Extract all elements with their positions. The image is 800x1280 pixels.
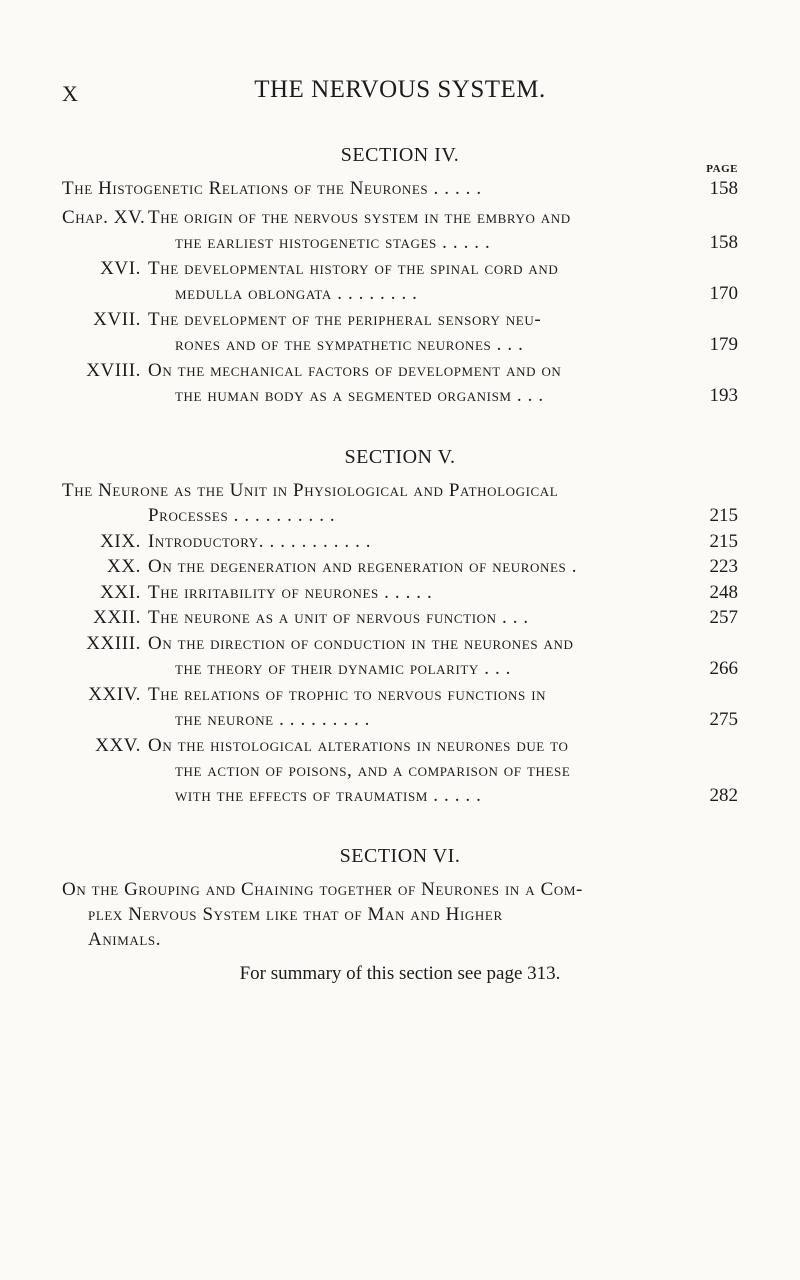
toc-entry (0, 360, 800, 382)
section-note (0, 963, 800, 985)
summary-note: For summary of this section see page 313. (239, 963, 561, 984)
chapter-title: On the direction of conduction in the neurones and (148, 633, 574, 654)
chapter-number: XVI. (100, 258, 141, 279)
chapter-number: XX. (107, 556, 141, 577)
section-heading-text-cont: plex Nervous System like that of Man and Higher (88, 904, 503, 925)
chapter-number: XXIII. (86, 633, 141, 654)
chapter-title: On the mechanical factors of development and on (148, 360, 562, 381)
section-iv-title: SECTION IV. (340, 144, 460, 166)
chapter-title-cont: medulla oblongata . . . . . . . . (175, 283, 418, 304)
toc-entry (0, 582, 800, 604)
section-heading-text: The Histogenetic Relations of the Neurones . . . . . (62, 178, 482, 199)
section-vi-heading-continuation (0, 904, 800, 926)
chapter-number: XVII. (93, 309, 141, 330)
toc-entry-continuation (0, 232, 800, 254)
chapter-title-cont: the action of poisons, and a comparison of these (175, 760, 571, 781)
section-iv-heading (0, 178, 800, 200)
chapter-number: XVIII. (86, 360, 141, 381)
section-heading-page: 215 (709, 505, 738, 526)
chapter-page: 248 (709, 582, 738, 603)
toc-entry (0, 556, 800, 578)
section-vi-heading (0, 879, 800, 901)
section-heading-page: 158 (709, 178, 738, 199)
chapter-title-cont: with the effects of traumatism . . . . . (175, 785, 482, 806)
chapter-title: On the histological alterations in neurones due to (148, 735, 569, 756)
toc-entry-continuation (0, 785, 800, 807)
chapter-title: Introductory. . . . . . . . . . . (148, 531, 372, 552)
chapter-title-cont: the neurone . . . . . . . . . (175, 709, 371, 730)
toc-entry (0, 258, 800, 280)
chapter-number: XXII. (93, 607, 141, 628)
toc-entry (0, 531, 800, 553)
running-head: THE NERVOUS SYSTEM. (254, 76, 546, 103)
chapter-title: The relations of trophic to nervous functions in (148, 684, 547, 705)
chapter-number: XXIV. (88, 684, 141, 705)
toc-entry-continuation (0, 709, 800, 731)
chapter-number: XIX. (100, 531, 141, 552)
chapter-number: Chap. XV. (62, 207, 146, 228)
toc-entry (0, 735, 800, 757)
chapter-page: 275 (709, 709, 738, 730)
chapter-title-cont: the earliest histogenetic stages . . . . . (175, 232, 491, 253)
chapter-title: The origin of the nervous system in the embryo and (148, 207, 571, 228)
toc-entry (0, 207, 800, 229)
section-heading-text: On the Grouping and Chaining together of Neurones in a Com- (62, 879, 583, 900)
toc-entry-continuation (0, 658, 800, 680)
chapter-page: 223 (709, 556, 738, 577)
toc-entry (0, 684, 800, 706)
toc-entry (0, 309, 800, 331)
section-heading-text-cont: Processes . . . . . . . . . . (148, 505, 336, 526)
chapter-title: The irritability of neurones . . . . . (148, 582, 433, 603)
toc-entry-continuation (0, 385, 800, 407)
toc-entry (0, 607, 800, 629)
chapter-page: 158 (709, 232, 738, 253)
section-v-title: SECTION V. (344, 446, 456, 468)
section-vi-heading-continuation (0, 929, 800, 951)
section-v-heading (0, 480, 800, 502)
chapter-title: The development of the peripheral sensory neu- (148, 309, 542, 330)
toc-entry-continuation (0, 283, 800, 305)
chapter-title: The neurone as a unit of nervous function . . . (148, 607, 529, 628)
chapter-title-cont: rones and of the sympathetic neurones . . . (175, 334, 524, 355)
chapter-page: 170 (709, 283, 738, 304)
chapter-page: 215 (709, 531, 738, 552)
chapter-page: 179 (709, 334, 738, 355)
chapter-page: 257 (709, 607, 738, 628)
chapter-page: 282 (709, 785, 738, 806)
page-number: X (62, 81, 78, 106)
chapter-page: 193 (709, 385, 738, 406)
page-column-label: PAGE (706, 163, 738, 175)
chapter-number: XXV. (95, 735, 141, 756)
section-v-heading-continuation (0, 505, 800, 527)
section-vi-title: SECTION VI. (339, 845, 461, 867)
toc-entry-continuation (0, 760, 800, 782)
chapter-title-cont: the theory of their dynamic polarity . . . (175, 658, 511, 679)
toc-entry (0, 633, 800, 655)
section-heading-text: The Neurone as the Unit in Physiological and Pathological (62, 480, 559, 501)
toc-entry-continuation (0, 334, 800, 356)
chapter-number: XXI. (100, 582, 141, 603)
section-heading-text-cont: Animals. (88, 929, 162, 950)
chapter-title: On the degeneration and regeneration of neurones . (148, 556, 578, 577)
chapter-title-cont: the human body as a segmented organism . . . (175, 385, 544, 406)
chapter-title: The developmental history of the spinal cord and (148, 258, 559, 279)
chapter-page: 266 (709, 658, 738, 679)
